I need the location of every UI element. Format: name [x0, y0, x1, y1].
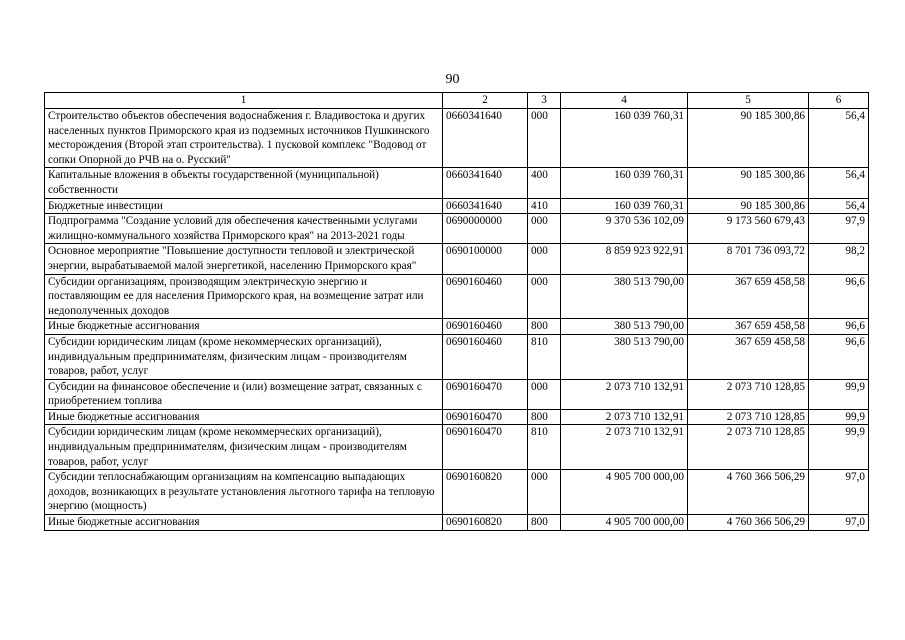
row-percent: 56,4	[809, 198, 869, 214]
row-expense-type: 000	[528, 214, 561, 244]
row-executed-amount: 2 073 710 128,85	[688, 379, 809, 409]
row-code: 0690160820	[443, 515, 528, 531]
table-row	[45, 470, 869, 515]
row-description: Субсидии на финансовое обеспечение и (или) возмещение затрат, связанных с приобретением топлива	[45, 379, 443, 409]
table-row	[45, 515, 869, 531]
row-description: Субсидии организациям, производящим электрическую энергию и поставляющим ее для населения Приморского края, на возмещение затрат или недополученных доходов	[45, 274, 443, 319]
row-expense-type: 000	[528, 244, 561, 274]
row-description: Субсидии юридическим лицам (кроме некоммерческих организаций), индивидуальным предпринимателям, физическим лицам - производителям товаров, работ, услуг	[45, 334, 443, 379]
row-executed-amount: 9 173 560 679,43	[688, 214, 809, 244]
row-expense-type: 810	[528, 334, 561, 379]
row-code: 0690160460	[443, 274, 528, 319]
row-code: 0660341640	[443, 168, 528, 198]
row-executed-amount: 367 659 458,58	[688, 274, 809, 319]
header-col-6: 6	[809, 93, 869, 109]
row-description: Капитальные вложения в объекты государственной (муниципальной) собственности	[45, 168, 443, 198]
row-description: Строительство объектов обеспечения водоснабжения г. Владивостока и других населенных пунктов Приморского края из подземных источников Пушкинского месторождения (Второй этап строительства). 1 пусковой комплекс "Водовод от сопки Опорной до РЧВ на о. Русский"	[45, 109, 443, 168]
row-plan-amount: 2 073 710 132,91	[561, 379, 688, 409]
row-code: 0660341640	[443, 109, 528, 168]
row-description: Иные бюджетные ассигнования	[45, 409, 443, 425]
row-plan-amount: 380 513 790,00	[561, 334, 688, 379]
row-description: Субсидии теплоснабжающим организациям на компенсацию выпадающих доходов, возникающих в результате установления льготного тарифа на тепловую энергию (мощность)	[45, 470, 443, 515]
row-plan-amount: 8 859 923 922,91	[561, 244, 688, 274]
header-col-3: 3	[528, 93, 561, 109]
row-code: 0690160470	[443, 409, 528, 425]
row-plan-amount: 160 039 760,31	[561, 168, 688, 198]
row-plan-amount: 160 039 760,31	[561, 198, 688, 214]
row-plan-amount: 160 039 760,31	[561, 109, 688, 168]
row-percent: 96,6	[809, 274, 869, 319]
table-row	[45, 334, 869, 379]
row-expense-type: 000	[528, 470, 561, 515]
row-percent: 98,2	[809, 244, 869, 274]
row-percent: 99,9	[809, 379, 869, 409]
row-percent: 97,0	[809, 515, 869, 531]
row-percent: 96,6	[809, 334, 869, 379]
row-expense-type: 000	[528, 274, 561, 319]
row-code: 0690160820	[443, 470, 528, 515]
row-code: 0660341640	[443, 198, 528, 214]
row-executed-amount: 367 659 458,58	[688, 319, 809, 335]
row-expense-type: 410	[528, 198, 561, 214]
row-percent: 97,0	[809, 470, 869, 515]
row-description: Основное мероприятие "Повышение доступности тепловой и электрической энергии, вырабатываемой малой энергетикой, населению Приморского края"	[45, 244, 443, 274]
row-expense-type: 800	[528, 409, 561, 425]
table-row	[45, 274, 869, 319]
table-row	[45, 198, 869, 214]
row-code: 0690000000	[443, 214, 528, 244]
row-description: Бюджетные инвестиции	[45, 198, 443, 214]
header-col-1: 1	[45, 93, 443, 109]
row-percent: 96,6	[809, 319, 869, 335]
table-row	[45, 319, 869, 335]
row-percent: 99,9	[809, 425, 869, 470]
row-executed-amount: 90 185 300,86	[688, 109, 809, 168]
table-row	[45, 109, 869, 168]
row-executed-amount: 4 760 366 506,29	[688, 515, 809, 531]
budget-execution-table	[44, 92, 869, 531]
header-col-4: 4	[561, 93, 688, 109]
row-executed-amount: 4 760 366 506,29	[688, 470, 809, 515]
page-number: 90	[445, 72, 460, 87]
table-row	[45, 379, 869, 409]
row-code: 0690100000	[443, 244, 528, 274]
row-executed-amount: 367 659 458,58	[688, 334, 809, 379]
row-expense-type: 810	[528, 425, 561, 470]
table-row	[45, 244, 869, 274]
row-description: Подпрограмма "Создание условий для обеспечения качественными услугами жилищно-коммунального хозяйства Приморского края" на 2013-2021 годы	[45, 214, 443, 244]
row-plan-amount: 380 513 790,00	[561, 319, 688, 335]
row-description: Иные бюджетные ассигнования	[45, 515, 443, 531]
row-plan-amount: 2 073 710 132,91	[561, 409, 688, 425]
row-plan-amount: 4 905 700 000,00	[561, 515, 688, 531]
table-row	[45, 409, 869, 425]
table-header-row	[45, 93, 869, 109]
row-plan-amount: 9 370 536 102,09	[561, 214, 688, 244]
row-executed-amount: 2 073 710 128,85	[688, 425, 809, 470]
row-expense-type: 000	[528, 379, 561, 409]
table-row	[45, 214, 869, 244]
row-expense-type: 000	[528, 109, 561, 168]
header-col-5: 5	[688, 93, 809, 109]
row-executed-amount: 90 185 300,86	[688, 168, 809, 198]
row-expense-type: 800	[528, 515, 561, 531]
row-description: Субсидии юридическим лицам (кроме некоммерческих организаций), индивидуальным предпринимателям, физическим лицам - производителям товаров, работ, услуг	[45, 425, 443, 470]
row-code: 0690160470	[443, 379, 528, 409]
row-plan-amount: 2 073 710 132,91	[561, 425, 688, 470]
row-expense-type: 400	[528, 168, 561, 198]
row-executed-amount: 90 185 300,86	[688, 198, 809, 214]
row-plan-amount: 380 513 790,00	[561, 274, 688, 319]
header-col-2: 2	[443, 93, 528, 109]
row-percent: 56,4	[809, 109, 869, 168]
row-description: Иные бюджетные ассигнования	[45, 319, 443, 335]
row-code: 0690160460	[443, 319, 528, 335]
row-executed-amount: 8 701 736 093,72	[688, 244, 809, 274]
table-row	[45, 168, 869, 198]
row-code: 0690160460	[443, 334, 528, 379]
row-percent: 99,9	[809, 409, 869, 425]
row-code: 0690160470	[443, 425, 528, 470]
row-executed-amount: 2 073 710 128,85	[688, 409, 809, 425]
row-plan-amount: 4 905 700 000,00	[561, 470, 688, 515]
row-percent: 97,9	[809, 214, 869, 244]
table-row	[45, 425, 869, 470]
row-percent: 56,4	[809, 168, 869, 198]
row-expense-type: 800	[528, 319, 561, 335]
